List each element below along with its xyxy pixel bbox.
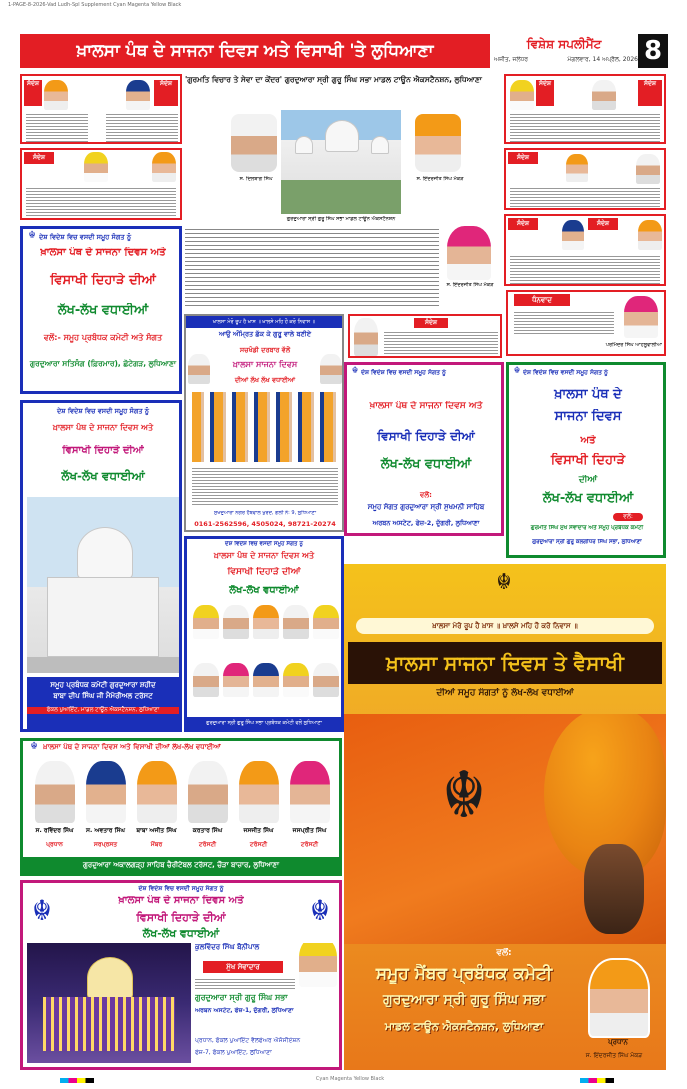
page-number <box>638 34 668 68</box>
feature-headline: 'ਗੁਰਮਤਿ ਵਿਚਾਰ ਤੇ ਸੇਵਾ ਦਾ ਕੇਂਦਰ' ਗੁਰਦੁਆਰਾ ਸ੍ਰੀ ਗੁਰੂ ਸਿੰਘ ਸਭਾ ਮਾਡਲ ਟਾਊਨ ਐਕਸਟੈਨਸ਼ਨ, ਲੁਧਿਆਣਾ <box>185 75 482 84</box>
person-role: ਸਰਪ੍ਰਸਤ <box>93 841 118 848</box>
left-caption: ਸ. ਦਿਲਬਾਗ ਸਿੰਘ <box>239 176 273 182</box>
dome <box>371 136 389 154</box>
akal-person <box>284 761 335 855</box>
khanda-icon: ☬ <box>351 366 359 376</box>
ad-center-mid <box>184 536 344 732</box>
ad-akalgarh <box>20 738 342 876</box>
greeting-line1: ਖ਼ਾਲਸਾ ਪੰਥ ਦੇ ਸਾਜਨਾ ਦਿਵਸ ਅਤੇ <box>369 401 483 411</box>
pradhan-name: ਸ. ਇੰਦਰਜੀਤ ਸਿੰਘ ਮੱਕੜ <box>585 1052 643 1059</box>
ad-from: ਵਲੋਂ: <box>613 513 643 521</box>
message-box-top-right <box>504 74 666 144</box>
person-org-sub: ਅਰਬਨ ਅਸਟੇਟ, ਫੇਜ਼-1, ਦੁੱਗਰੀ, ਲੁਧਿਆਣਾ <box>195 1007 294 1014</box>
portrait <box>290 761 330 823</box>
ground <box>27 657 179 673</box>
crop-line-text: 1-PAGE-8-2026-Vad Ludh-Spl Supplement Cyan Magenta Yellow Black <box>8 2 182 8</box>
thanks-caption: ਪਰਮਿੰਦਰ ਸਿੰਘ ਆਹਲੂਵਾਲੀਆ <box>605 342 662 348</box>
person-name: ਸ. ਰਵਿੰਦਰ ਸਿੰਘ <box>35 827 74 834</box>
portrait-left <box>231 114 277 172</box>
akal-person <box>80 761 131 855</box>
ad-from: ਵਲੋਂ: <box>496 948 512 958</box>
ad-line4: ਵਿਸਾਖੀ ਦਿਹਾੜੇ <box>550 453 626 468</box>
thanks-text <box>514 310 614 336</box>
greeting-line2: ਵਿਸਾਖੀ ਦਿਹਾੜੇ ਦੀਆਂ <box>50 273 156 288</box>
message-text <box>510 186 660 208</box>
portrait <box>84 152 108 182</box>
page-number-text: 8 <box>643 36 663 66</box>
greeting-line3: ਲੱਖ-ਲੱਖ ਵਧਾਈਆਂ <box>380 457 472 472</box>
portrait <box>636 154 660 184</box>
ad-line3: ਖ਼ਾਲਸਾ ਸਾਜਨਾ ਦਿਵਸ <box>232 360 298 369</box>
ad-line6: ਲੱਖ-ਲੱਖ ਵਧਾਈਆਂ <box>542 491 634 506</box>
ad-org: ਗੁਰਦੁਆਰਾ ਸਤਿਸੰਗ (ਫ਼ਿਰਮਾਰ), ਛੋਟੇਗੜ, ਲੁਧਿਆਣਾ <box>29 359 177 368</box>
person-name: ਕਰਤਾਰ ਸਿੰਘ <box>192 827 223 834</box>
portrait <box>313 663 339 697</box>
portrait <box>299 943 337 987</box>
akal-header-text: ਖ਼ਾਲਸਾ ਪੰਥ ਦੇ ਸਾਜਨਾ ਦਿਵਸ ਅਤੇ ਵਿਸਾਖੀ ਦੀਆਂ ਲੱਖ-ਲੱਖ ਵਧਾਈਆਂ <box>43 743 221 751</box>
person-role: ਟਰੱਸਟੀ <box>249 841 268 848</box>
ad-address: ਅਰਬਨ ਅਸਟੇਟ, ਫੇਜ਼-2, ਦੁੱਗਰੀ, ਲੁਧਿਆਣਾ <box>372 519 480 527</box>
footer2: ਫੇਜ਼-7, ਫੋਕਲ ਪੁਆਇੰਟ, ਲੁਧਿਆਣਾ <box>195 1049 272 1056</box>
ad-line4: ਦੀਆਂ ਲੱਖ ਲੱਖ ਵਧਾਈਆਂ <box>234 376 296 384</box>
ad-line2: ਸਾਜਨਾ ਦਿਵਸ <box>554 409 622 424</box>
print-registration-bar <box>20 1076 666 1086</box>
portrait-right <box>415 114 461 172</box>
person-role: ਟਰੱਸਟੀ <box>198 841 217 848</box>
subhead: ਦੀਆਂ ਸਮੂਹ ਸੰਗਤਾਂ ਨੂੰ ਲੱਖ-ਲੱਖ ਵਧਾਈਆਂ <box>436 688 574 698</box>
ad-header-bar <box>186 316 342 328</box>
portrait <box>239 761 279 823</box>
big-line1: ਸਮੂਹ ਮੈਂਬਰ ਪ੍ਰਬੰਧਕ ਕਮੇਟੀ <box>375 964 553 984</box>
sandesh-tag-text: ਸੰਦੇਸ਼ <box>597 220 609 227</box>
greeting-line1: ਖ਼ਾਲਸਾ ਪੰਥ ਦੇ ਸਾਜਨਾ ਦਿਵਸ ਅਤੇ <box>40 247 166 258</box>
portrait <box>126 80 150 110</box>
sandesh-tag <box>508 218 538 230</box>
pradhan-label: ਪ੍ਰਧਾਨ <box>608 1038 628 1046</box>
section-label <box>494 34 634 54</box>
greeting-line1: ਖ਼ਾਲਸਾ ਪੰਥ ਦੇ ਸਾਜਨਾ ਦਿਵਸ ਅਤੇ <box>213 551 315 560</box>
person-role: ਮੁੱਖ ਸੇਵਾਦਾਰ <box>203 961 283 973</box>
greeting-line2: ਵਿਸਾਖੀ ਦਿਹਾੜੇ ਦੀਆਂ <box>227 567 301 577</box>
message-text <box>384 330 498 356</box>
ad-org: ਸਮੂਹ ਸੰਗਤ ਗੁਰਦੁਆਰਾ ਸ੍ਰੀ ਸੁਖਮਨੀ ਸਾਹਿਬ <box>367 503 485 511</box>
person-name: ਸ. ਅਵਤਾਰ ਸਿੰਘ <box>85 827 126 834</box>
sandesh-tag-text: ਸੰਦੇਸ਼ <box>160 80 172 87</box>
big-line3: ਮਾਡਲ ਟਾਊਨ ਐਕਸਟੈਨਸ਼ਨ, ਲੁਧਿਆਣਾ <box>384 1020 544 1033</box>
message-box-center-small <box>348 314 502 358</box>
greeting-line3: ਲੱਖ-ਲੱਖ ਵਧਾਈਆਂ <box>142 927 220 940</box>
reg-mark <box>60 1078 94 1083</box>
portrait <box>283 605 309 639</box>
greeting-intro: ਦੇਸ਼ ਵਿਦੇਸ਼ ਵਿਚ ਵਸਦੀ ਸਮੂਹ ਸੰਗਤ ਨੂੰ <box>225 541 303 547</box>
message-text <box>510 112 660 142</box>
reg-text: Cyan Magenta Yellow Black <box>315 1076 385 1082</box>
portrait <box>188 354 210 384</box>
sangat-group-photo <box>192 392 338 462</box>
portrait <box>354 318 378 356</box>
person-name: ਜਸਪ੍ਰੀਤ ਸਿੰਘ <box>292 827 327 834</box>
portrait <box>86 761 126 823</box>
khanda-icon: ☬ <box>513 366 521 376</box>
akal-person <box>29 761 80 855</box>
portrait <box>152 152 176 182</box>
person-text <box>195 977 295 989</box>
akal-footer <box>23 857 339 873</box>
footer1: ਪ੍ਰਧਾਨ, ਫੋਕਲ ਪੁਆਇੰਟ ਵੈਲਫੇਅਰ ਐਸੋਸੀਏਸ਼ਨ <box>195 1037 301 1044</box>
ad-footer2: ਗੁਰਦੁਆਰਾ ਸ੍ਰੀ ਗੁਰੂ ਕਲਗੀਧਰ ਸਿੰਘ ਸਭਾ, ਲੁਧਿਆਣਾ <box>532 539 642 545</box>
nishan-sahib-flag <box>344 714 666 944</box>
footer-text: ਗੁਰਦੁਆਰਾ ਸ੍ਰੀ ਗੁਰੂ ਸਿੰਘ ਸਭਾ ਪ੍ਰਬੰਧਕ ਕਮੇਟੀ ਵਲੋਂ ਲੁਧਿਆਣਾ <box>206 720 322 726</box>
portrait <box>223 605 249 639</box>
ad-line5: ਦੀਆਂ <box>578 475 598 485</box>
message-text <box>106 112 178 142</box>
org-banner <box>27 677 179 731</box>
org-line1: ਸਮੂਹ ਪ੍ਰਬੰਧਕ ਕਮੇਟੀ ਗੁਰਦੁਆਰਾ ਸ਼ਹੀਦ <box>50 681 156 689</box>
ad-footer1: ਗੁਰਮੀਤ ਸਿੰਘ ਮੁੱਖ ਸੇਵਾਦਾਰ ਅਤੇ ਸਮੂਹ ਪ੍ਰਬੰਧਕ ਕਮੇਟੀ <box>530 525 644 531</box>
article-text <box>185 226 439 306</box>
portrait <box>253 605 279 639</box>
portrait <box>638 220 662 250</box>
sandesh-tag-text: ਸੰਦੇਸ਼ <box>539 80 551 87</box>
ad-big-orange <box>344 564 666 1070</box>
dome <box>295 136 313 154</box>
reg-mark <box>580 1078 614 1083</box>
section-label-text: ਵਿਸ਼ੇਸ਼ ਸਪਲੀਮੈਂਟ <box>526 37 602 51</box>
org-address: ਫੋਕਲ ਪੁਆਇੰਟ, ਮਾਡਲ ਟਾਊਨ ਐਕਸਟੈਨਸ਼ਨ, ਲੁਧਿਆਣਾ <box>27 707 179 714</box>
sandesh-tag <box>638 80 662 106</box>
portrait-article <box>447 226 491 280</box>
message-box-left-2 <box>20 148 182 220</box>
person-name: ਜਸਜੀਤ ਸਿੰਘ <box>243 827 274 834</box>
ad-line1: ਆਉ ਅੰਮ੍ਰਿਤ ਛੱਕ ਕੇ ਗੁਰੂ ਵਾਲੇ ਬਣੀਏ <box>218 330 312 338</box>
portrait <box>624 296 658 338</box>
sandesh-tag <box>508 152 538 164</box>
portrait <box>137 761 177 823</box>
sandesh-tag-text: ਸੰਦੇਸ਼ <box>425 319 437 326</box>
portrait <box>223 663 249 697</box>
masthead-title: ਖ਼ਾਲਸਾ ਪੰਥ ਦੇ ਸਾਜਨਾ ਦਿਵਸ ਅਤੇ ਵਿਸਾਖੀ 'ਤੇ ਲੁਧਿਆਣਾ <box>76 41 434 61</box>
greeting-intro: ਦੇਸ਼ ਵਿਦੇਸ਼ ਵਿਚ ਵਸਦੀ ਸਮੂਹ ਸੰਗਤ ਨੂੰ <box>523 369 608 376</box>
person-org: ਗੁਰਦੁਆਰਾ ਸ੍ਰੀ ਗੁਰੂ ਸਿੰਘ ਸਭਾ <box>195 993 288 1002</box>
headline-bar <box>348 642 662 684</box>
masthead-meta <box>494 56 638 68</box>
portrait <box>193 663 219 697</box>
portrait <box>592 80 616 110</box>
building <box>47 577 159 657</box>
thanks-tag-text: ਧੰਨਵਾਦ <box>532 296 552 304</box>
person-role: ਪ੍ਰਧਾਨ <box>46 841 63 848</box>
person-role: ਮੈਂਬਰ <box>150 841 163 848</box>
ad-header-text: ਖ਼ਾਲਸਾ ਮੇਰੋ ਰੂਪ ਹੈ ਖ਼ਾਸ ॥ ਖ਼ਾਲਸੇ ਮਹਿ ਹੌ ਕਰੋ ਨਿਵਾਸ ॥ <box>212 319 316 325</box>
khanda-icon: ☬ <box>496 570 512 595</box>
message-text <box>26 186 176 218</box>
greeting-line3: ਲੱਖ-ਲੱਖ ਵਧਾਈਆਂ <box>229 585 299 596</box>
message-box-right-2 <box>504 148 666 210</box>
sandesh-tag-text: ਸੰਦੇਸ਼ <box>644 80 656 87</box>
masthead <box>20 34 490 68</box>
akal-portrait-row <box>29 761 335 855</box>
ad-left-mid <box>20 400 182 732</box>
ad-left-top <box>20 226 182 394</box>
person-name: ਕੁਲਵਿੰਦਰ ਸਿੰਘ ਬੈਨੀਪਾਲ <box>195 943 260 951</box>
akal-footer-text: ਗੁਰਦੁਆਰਾ ਅਕਾਲਗੜ੍ਹ ਸਾਹਿਬ ਚੈਰੀਟੇਬਲ ਟਰੱਸਟ, ਚੌੜਾ ਬਾਜ਼ਾਰ, ਲੁਧਿਆਣਾ <box>83 861 279 869</box>
sandesh-tag <box>24 80 42 106</box>
khanda-icon: ☬ <box>30 741 38 752</box>
ad-body-text <box>192 466 338 506</box>
portrait <box>320 354 342 384</box>
ad-phone: 0161-2562596, 4505024, 98721-20274 <box>194 520 336 528</box>
message-box-right-3 <box>504 214 666 286</box>
dome <box>77 527 133 579</box>
khanda-icon: ☬ <box>32 894 52 927</box>
khanda-icon: ☬ <box>441 759 487 833</box>
photo-caption: ਗੁਰਦੁਆਰਾ ਸ੍ਰੀ ਗੁਰੂ ਸਿੰਘ ਸਭਾ ਮਾਡਲ ਟਾਊਨ ਐਕਸਟੈਨਸ਼ਨ <box>286 216 396 222</box>
person-block <box>195 943 339 1067</box>
sandesh-tag-text: ਸੰਦੇਸ਼ <box>517 220 529 227</box>
ad-sukhmani <box>344 362 504 536</box>
sandesh-tag <box>154 80 178 106</box>
sandesh-tag-text: ਸੰਦੇਸ਼ <box>27 80 39 87</box>
akal-person <box>182 761 233 855</box>
portrait <box>35 761 75 823</box>
gurudwara-photo <box>27 497 179 673</box>
greeting-line1: ਖ਼ਾਲਸਾ ਪੰਥ ਦੇ ਸਾਜਨਾ ਦਿਵਸ ਅਤੇ <box>52 423 154 432</box>
thanks-tag <box>514 294 570 306</box>
message-text <box>510 254 660 284</box>
sandesh-tag-text: ਸੰਦੇਸ਼ <box>517 154 529 161</box>
sandesh-tag <box>24 152 54 164</box>
center-feature <box>185 74 501 306</box>
portrait <box>253 663 279 697</box>
sandesh-tag-text: ਸੰਦੇਸ਼ <box>33 154 45 161</box>
sandesh-tag <box>588 218 618 230</box>
portrait <box>313 605 339 639</box>
greeting-intro: ਦੇਸ਼ ਵਿਦੇਸ਼ ਵਿਚ ਵਸਦੀ ਸਮੂਹ ਸੰਗਤ ਨੂੰ <box>361 369 446 376</box>
greeting-line3: ਲੱਖ-ਲੱਖ ਵਧਾਈਆਂ <box>57 303 149 318</box>
greeting-line2: ਵਿਸਾਖੀ ਦਿਹਾੜੇ ਦੀਆਂ <box>136 911 226 924</box>
face <box>584 844 644 934</box>
dome <box>87 957 133 999</box>
khanda-icon: ☬ <box>310 894 330 927</box>
ground <box>281 180 401 214</box>
message-text <box>26 112 88 142</box>
greeting-line1: ਖ਼ਾਲਸਾ ਪੰਥ ਦੇ ਸਾਜਨਾ ਦਿਵਸ ਅਤੇ <box>118 895 244 906</box>
ad-from: ਵਲੋਂ:- ਸਮੂਹ ਪ੍ਰਬੰਧਕ ਕਮੇਟੀ ਅਤੇ ਸੰਗਤ <box>43 333 163 342</box>
ad-line3: ਅਤੇ <box>580 435 596 446</box>
portrait <box>510 80 534 110</box>
ad-address: ਸੁਖਦੁਆਰਾ ਨਗਰ ਹੈਬੋਵਾਲ ਖੁਰਦ, ਗਲੀ ਨੰ: 9, ਲੁਧਿਆਣਾ <box>213 510 317 516</box>
tagline-bar <box>356 618 654 634</box>
ad-line2: ਸਚਖੰਡੀ ਦਰਬਾਰ ਵੱਲੋਂ <box>239 346 291 354</box>
portrait <box>193 605 219 639</box>
person-role: ਟਰੱਸਟੀ <box>300 841 319 848</box>
khanda-icon: ☬ <box>28 230 36 241</box>
article-caption: ਸ. ਇੰਦਰਜੀਤ ਸਿੰਘ ਮੱਕੜ <box>446 282 494 288</box>
akal-header <box>23 741 339 755</box>
sandesh-tag <box>414 318 448 328</box>
sandesh-tag <box>536 80 554 106</box>
greeting-intro: ਦੇਸ਼ ਵਿਦੇਸ਼ ਵਿਚ ਵਸਦੀ ਸਮੂਹ ਸੰਗਤ ਨੂੰ <box>56 407 150 415</box>
pradhan-portrait <box>588 958 650 1038</box>
gurudwara-photo <box>281 110 401 214</box>
message-box-top-left <box>20 74 182 144</box>
portrait <box>283 663 309 697</box>
tagline-text: ਖ਼ਾਲਸਾ ਮੇਰੋ ਰੂਪ ਹੈ ਖ਼ਾਸ ॥ ਖ਼ਾਲਸੇ ਮਹਿ ਹੌ ਕਰੋ ਨਿਵਾਸ ॥ <box>432 622 578 630</box>
thanks-box <box>506 290 666 356</box>
footer-bar <box>187 717 341 729</box>
portrait <box>188 761 228 823</box>
ad-center-top <box>184 314 344 532</box>
dome <box>325 120 359 152</box>
org-line2: ਬਾਬਾ ਦੀਪ ਸਿੰਘ ਜੀ ਮੈਮੋਰੀਅਲ ਟਰੱਸਟ <box>53 692 153 700</box>
crop-line <box>0 0 687 12</box>
headline-text: ਖ਼ਾਲਸਾ ਸਾਜਨਾ ਦਿਵਸ ਤੇ ਵੈਸਾਖੀ <box>386 651 624 675</box>
lit-building <box>43 997 175 1051</box>
portrait <box>566 154 588 182</box>
ad-bottom-left <box>20 880 342 1070</box>
greeting-line2: ਵਿਸਾਖੀ ਦਿਹਾੜੇ ਦੀਆਂ <box>62 445 144 456</box>
person-name: ਬਾਬਾ ਅਜੀਤ ਸਿੰਘ <box>136 827 177 834</box>
issue-date: ਮੰਗਲਵਾਰ, 14 ਅਪ੍ਰੈਲ, 2026 <box>567 56 638 63</box>
paper-name: ਅਜੀਤ, ਜਲੰਧਰ <box>494 56 529 63</box>
greeting-intro: ਦੇਸ਼ ਵਿਦੇਸ਼ ਵਿਚ ਵਸਦੀ ਸਮੂਹ ਸੰਗਤ ਨੂੰ <box>39 233 132 241</box>
gurudwara-night-photo <box>27 943 191 1063</box>
portrait <box>562 220 584 250</box>
ad-from: ਵਲੋਂ: <box>420 491 432 499</box>
greeting-line3: ਲੱਖ-ਲੱਖ ਵਧਾਈਆਂ <box>61 469 145 483</box>
greeting-line2: ਵਿਸਾਖੀ ਦਿਹਾੜੇ ਦੀਆਂ <box>377 429 475 443</box>
big-line2: ਗੁਰਦੁਆਰਾ ਸ੍ਰੀ ਗੁਰੂ ਸਿੰਘ ਸਭਾ <box>383 992 545 1008</box>
ad-line1: ਖ਼ਾਲਸਾ ਪੰਥ ਦੇ <box>554 387 622 402</box>
greeting-intro: ਦੇਸ਼ ਵਿਦੇਸ਼ ਵਿਚ ਵਸਦੀ ਸਮੂਹ ਸੰਗਤ ਨੂੰ <box>138 885 224 892</box>
akal-person <box>233 761 284 855</box>
portrait <box>44 80 68 110</box>
ad-right-mid <box>506 362 666 558</box>
right-caption: ਸ. ਇੰਦਰਜੀਤ ਸਿੰਘ ਮੱਕੜ <box>416 176 464 182</box>
akal-person <box>131 761 182 855</box>
